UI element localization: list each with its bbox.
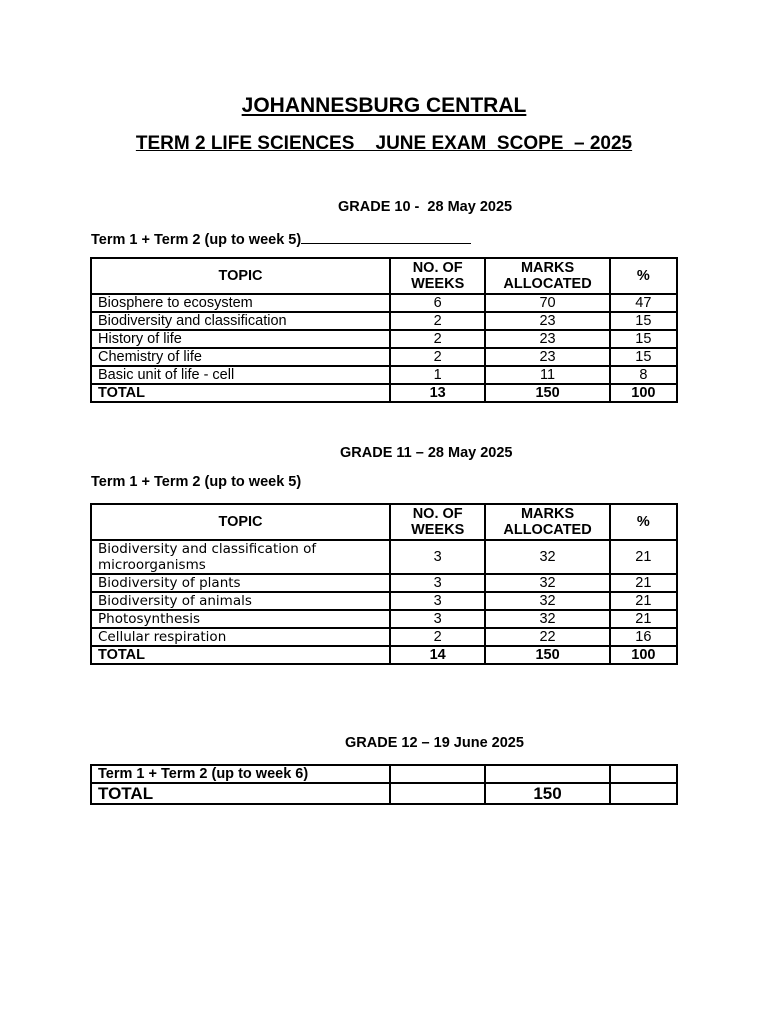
term-cell: Term 1 + Term 2 (up to week 6) <box>91 765 390 783</box>
table-row <box>91 294 677 312</box>
table-row <box>91 610 677 628</box>
topic-cell: History of life <box>91 330 390 348</box>
percent-cell: 15 <box>610 348 677 366</box>
marks-cell: 11 <box>485 366 609 384</box>
total-percent: 100 <box>610 384 677 402</box>
weeks-cell: 2 <box>390 312 485 330</box>
percent-cell: 21 <box>610 592 677 610</box>
topic-cell: Biodiversity of plants <box>91 574 390 592</box>
total-label: TOTAL <box>91 646 390 664</box>
table-row <box>91 330 677 348</box>
topic-cell: Chemistry of life <box>91 348 390 366</box>
weeks-cell: 2 <box>390 628 485 646</box>
topic-cell: Biosphere to ecosystem <box>91 294 390 312</box>
document-title: JOHANNESBURG CENTRAL <box>241 94 527 117</box>
marks-cell: 23 <box>485 312 609 330</box>
weeks-cell: 2 <box>390 330 485 348</box>
grade12-table <box>90 764 678 805</box>
table-row <box>91 592 677 610</box>
percent-cell: 15 <box>610 330 677 348</box>
empty-cell <box>485 765 609 783</box>
column-header-percent: % <box>610 258 677 294</box>
table-row <box>91 348 677 366</box>
grade10-term: Term 1 + Term 2 (up to week 5) <box>91 232 302 248</box>
weeks-cell: 3 <box>390 592 485 610</box>
column-header-weeks: NO. OF WEEKS <box>390 504 485 540</box>
empty-cell <box>390 783 485 804</box>
marks-cell: 32 <box>485 592 609 610</box>
empty-cell <box>390 765 485 783</box>
weeks-cell: 3 <box>390 574 485 592</box>
grade12-heading: GRADE 12 – 19 June 2025 <box>345 735 524 751</box>
grade11-term: Term 1 + Term 2 (up to week 5) <box>91 474 302 490</box>
total-percent: 100 <box>610 646 677 664</box>
empty-cell <box>610 765 677 783</box>
total-label: TOTAL <box>91 384 390 402</box>
column-header-topic: TOPIC <box>91 258 390 294</box>
grade10-heading: GRADE 10 - 28 May 2025 <box>338 199 513 215</box>
topic-cell: Biodiversity and classification <box>91 312 390 330</box>
total-row <box>91 783 677 804</box>
marks-cell: 22 <box>485 628 609 646</box>
marks-cell: 32 <box>485 540 609 574</box>
column-header-weeks: NO. OF WEEKS <box>390 258 485 294</box>
table-row <box>91 312 677 330</box>
total-weeks: 13 <box>390 384 485 402</box>
table-row <box>91 628 677 646</box>
table-header-row <box>91 504 677 540</box>
percent-cell: 15 <box>610 312 677 330</box>
percent-cell: 21 <box>610 610 677 628</box>
marks-cell: 32 <box>485 574 609 592</box>
weeks-cell: 3 <box>390 540 485 574</box>
total-marks: 150 <box>485 384 609 402</box>
weeks-cell: 3 <box>390 610 485 628</box>
total-marks: 150 <box>485 783 609 804</box>
percent-cell: 8 <box>610 366 677 384</box>
table-header-row <box>91 258 677 294</box>
table-row <box>91 366 677 384</box>
marks-cell: 23 <box>485 330 609 348</box>
topic-cell: Biodiversity and classification of microorganisms <box>91 540 390 574</box>
marks-cell: 70 <box>485 294 609 312</box>
grade11-table <box>90 503 678 665</box>
table-row <box>91 765 677 783</box>
topic-cell: Biodiversity of animals <box>91 592 390 610</box>
topic-cell: Photosynthesis <box>91 610 390 628</box>
percent-cell: 21 <box>610 574 677 592</box>
total-weeks: 14 <box>390 646 485 664</box>
weeks-cell: 2 <box>390 348 485 366</box>
column-header-percent: % <box>610 504 677 540</box>
percent-cell: 16 <box>610 628 677 646</box>
document-subtitle: TERM 2 LIFE SCIENCES JUNE EXAM SCOPE – 2025 <box>135 133 633 154</box>
percent-cell: 21 <box>610 540 677 574</box>
topic-cell: Basic unit of life - cell <box>91 366 390 384</box>
total-marks: 150 <box>485 646 609 664</box>
total-row <box>91 384 677 402</box>
column-header-topic: TOPIC <box>91 504 390 540</box>
grade11-heading: GRADE 11 – 28 May 2025 <box>340 445 513 461</box>
table-row <box>91 574 677 592</box>
total-row <box>91 646 677 664</box>
total-label: TOTAL <box>91 783 390 804</box>
weeks-cell: 6 <box>390 294 485 312</box>
topic-cell: Cellular respiration <box>91 628 390 646</box>
column-header-marks: MARKS ALLOCATED <box>485 258 609 294</box>
marks-cell: 23 <box>485 348 609 366</box>
grade10-term-line <box>91 229 471 248</box>
blank-line <box>301 229 471 244</box>
table-row <box>91 540 677 574</box>
empty-cell <box>610 783 677 804</box>
percent-cell: 47 <box>610 294 677 312</box>
column-header-marks: MARKS ALLOCATED <box>485 504 609 540</box>
marks-cell: 32 <box>485 610 609 628</box>
weeks-cell: 1 <box>390 366 485 384</box>
grade10-table <box>90 257 678 403</box>
